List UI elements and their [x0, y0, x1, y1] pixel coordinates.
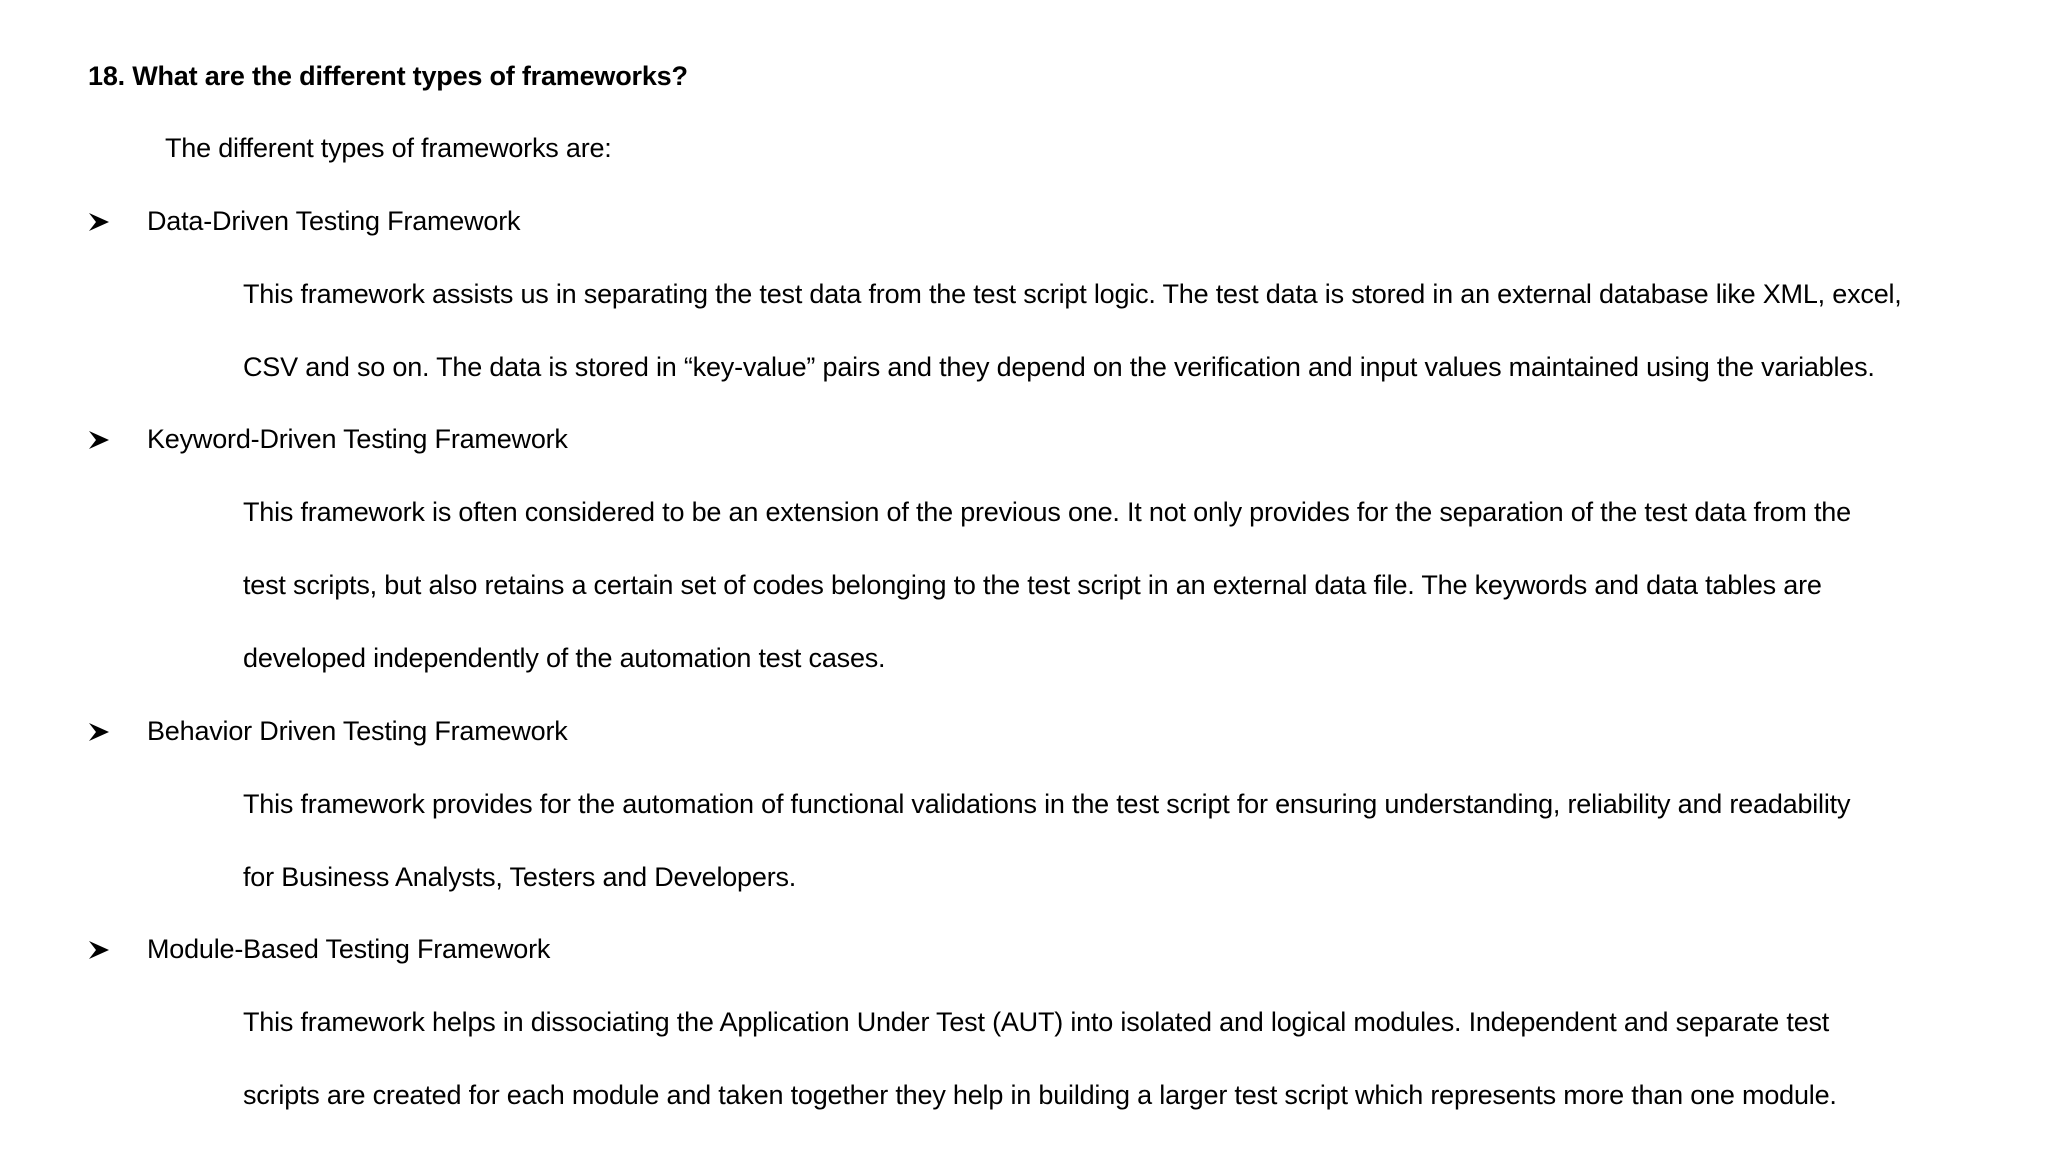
- intro-text: The different types of frameworks are:: [165, 133, 612, 163]
- arrow-bullet-icon: [88, 940, 110, 960]
- framework-description-line: developed independently of the automation test cases.: [243, 643, 886, 673]
- arrow-bullet-icon: [88, 722, 110, 742]
- framework-description-line: This framework assists us in separating the test data from the test script logic. The test data is stored in an external database like XML, excel,: [243, 279, 1902, 309]
- framework-name: Module-Based Testing Framework: [147, 934, 551, 964]
- framework-description-line: This framework helps in dissociating the Application Under Test (AUT) into isolated and logical modules. Independent and separate test: [243, 1007, 1830, 1037]
- framework-name: Behavior Driven Testing Framework: [147, 716, 568, 746]
- framework-name: Keyword-Driven Testing Framework: [147, 424, 568, 454]
- arrow-bullet-icon: [88, 212, 110, 232]
- arrow-bullet-icon: [88, 430, 110, 450]
- framework-description-line: CSV and so on. The data is stored in “key-value” pairs and they depend on the verification and input values maintained using the variables.: [243, 352, 1875, 382]
- framework-description-line: for Business Analysts, Testers and Developers.: [243, 862, 797, 892]
- framework-description-line: This framework provides for the automation of functional validations in the test script for ensuring understanding, reliability and readability: [243, 789, 1851, 819]
- framework-description-line: This framework is often considered to be an extension of the previous one. It not only provides for the separation of the test data from the: [243, 497, 1851, 527]
- framework-description-line: scripts are created for each module and taken together they help in building a larger test script which represents more than one module.: [243, 1080, 1837, 1110]
- framework-description-line: test scripts, but also retains a certain set of codes belonging to the test script in an external data file. The keywords and data tables are: [243, 570, 1822, 600]
- question-title: 18. What are the different types of frameworks?: [88, 61, 688, 91]
- framework-name: Data-Driven Testing Framework: [147, 206, 521, 236]
